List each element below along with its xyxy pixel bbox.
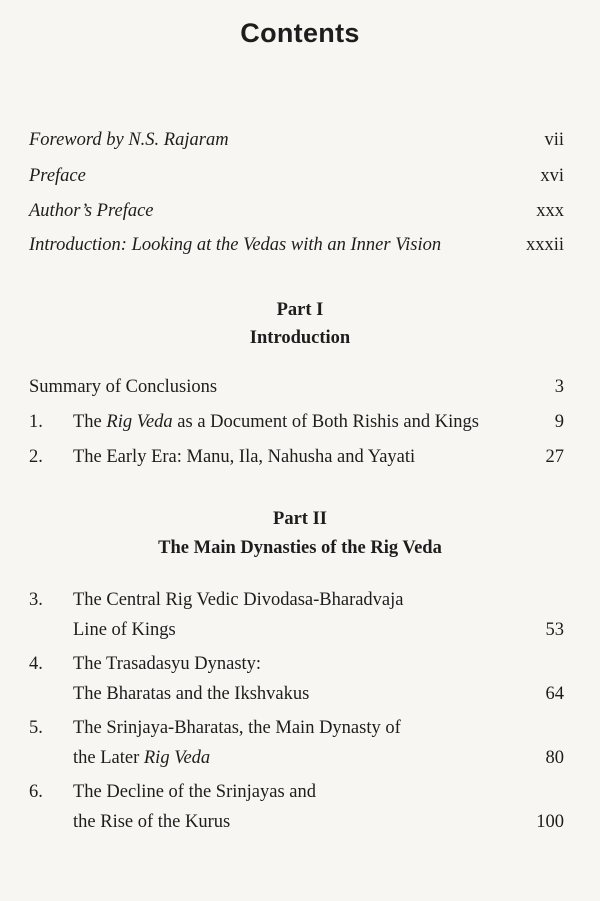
entry-title: The Trasadasyu Dynasty: The Bharatas and the Ikshvakus	[73, 654, 310, 704]
page-title: Contents	[240, 18, 360, 48]
toc-entry	[29, 713, 564, 775]
entry-number: 5.	[29, 718, 43, 738]
entry-title: The Rig Veda as a Document of Both Rishis and Kings	[73, 412, 479, 432]
entry-page: 100	[536, 812, 564, 832]
entry-number: 3.	[29, 590, 43, 610]
entry-page: 53	[545, 620, 564, 640]
part-heading: The Main Dynasties of the Rig Veda	[158, 538, 442, 558]
entry-page: xvi	[540, 166, 564, 186]
entry-page: 80	[545, 748, 564, 768]
entry-number: 6.	[29, 782, 43, 802]
entry-page: 27	[545, 447, 564, 467]
entry-title: The Early Era: Manu, Ila, Nahusha and Yayati	[73, 447, 416, 467]
entry-title: The Central Rig Vedic Divodasa-Bharadvaja Line of Kings	[73, 590, 404, 640]
entry-title: The Decline of the Srinjayas and the Rise of the Kurus	[73, 782, 316, 832]
entry-title: Summary of Conclusions	[29, 377, 218, 397]
entry-page: 9	[554, 412, 564, 432]
toc-entry	[29, 585, 564, 647]
entry-title: Foreword by N.S. Rajaram	[29, 130, 229, 150]
part-heading: Introduction	[249, 328, 351, 348]
part-label: Part I	[276, 300, 324, 320]
part-label: Part II	[273, 509, 327, 529]
entry-number: 2.	[29, 447, 43, 467]
entry-title: Introduction: Looking at the Vedas with an Inner Vision	[29, 235, 442, 255]
entry-number: 1.	[29, 412, 43, 432]
entry-number: 4.	[29, 654, 43, 674]
entry-title: Preface	[29, 166, 86, 186]
entry-page: xxxii	[525, 235, 564, 255]
entry-title: Author’s Preface	[29, 201, 154, 221]
toc-entry	[29, 777, 564, 839]
entry-page: vii	[544, 130, 564, 150]
entry-page: 3	[554, 377, 564, 397]
entry-title: The Srinjaya-Bharatas, the Main Dynasty of the Later Rig Veda	[73, 718, 401, 768]
entry-page: 64	[545, 684, 564, 704]
entry-page: xxx	[536, 201, 564, 221]
toc-entry	[29, 649, 564, 711]
